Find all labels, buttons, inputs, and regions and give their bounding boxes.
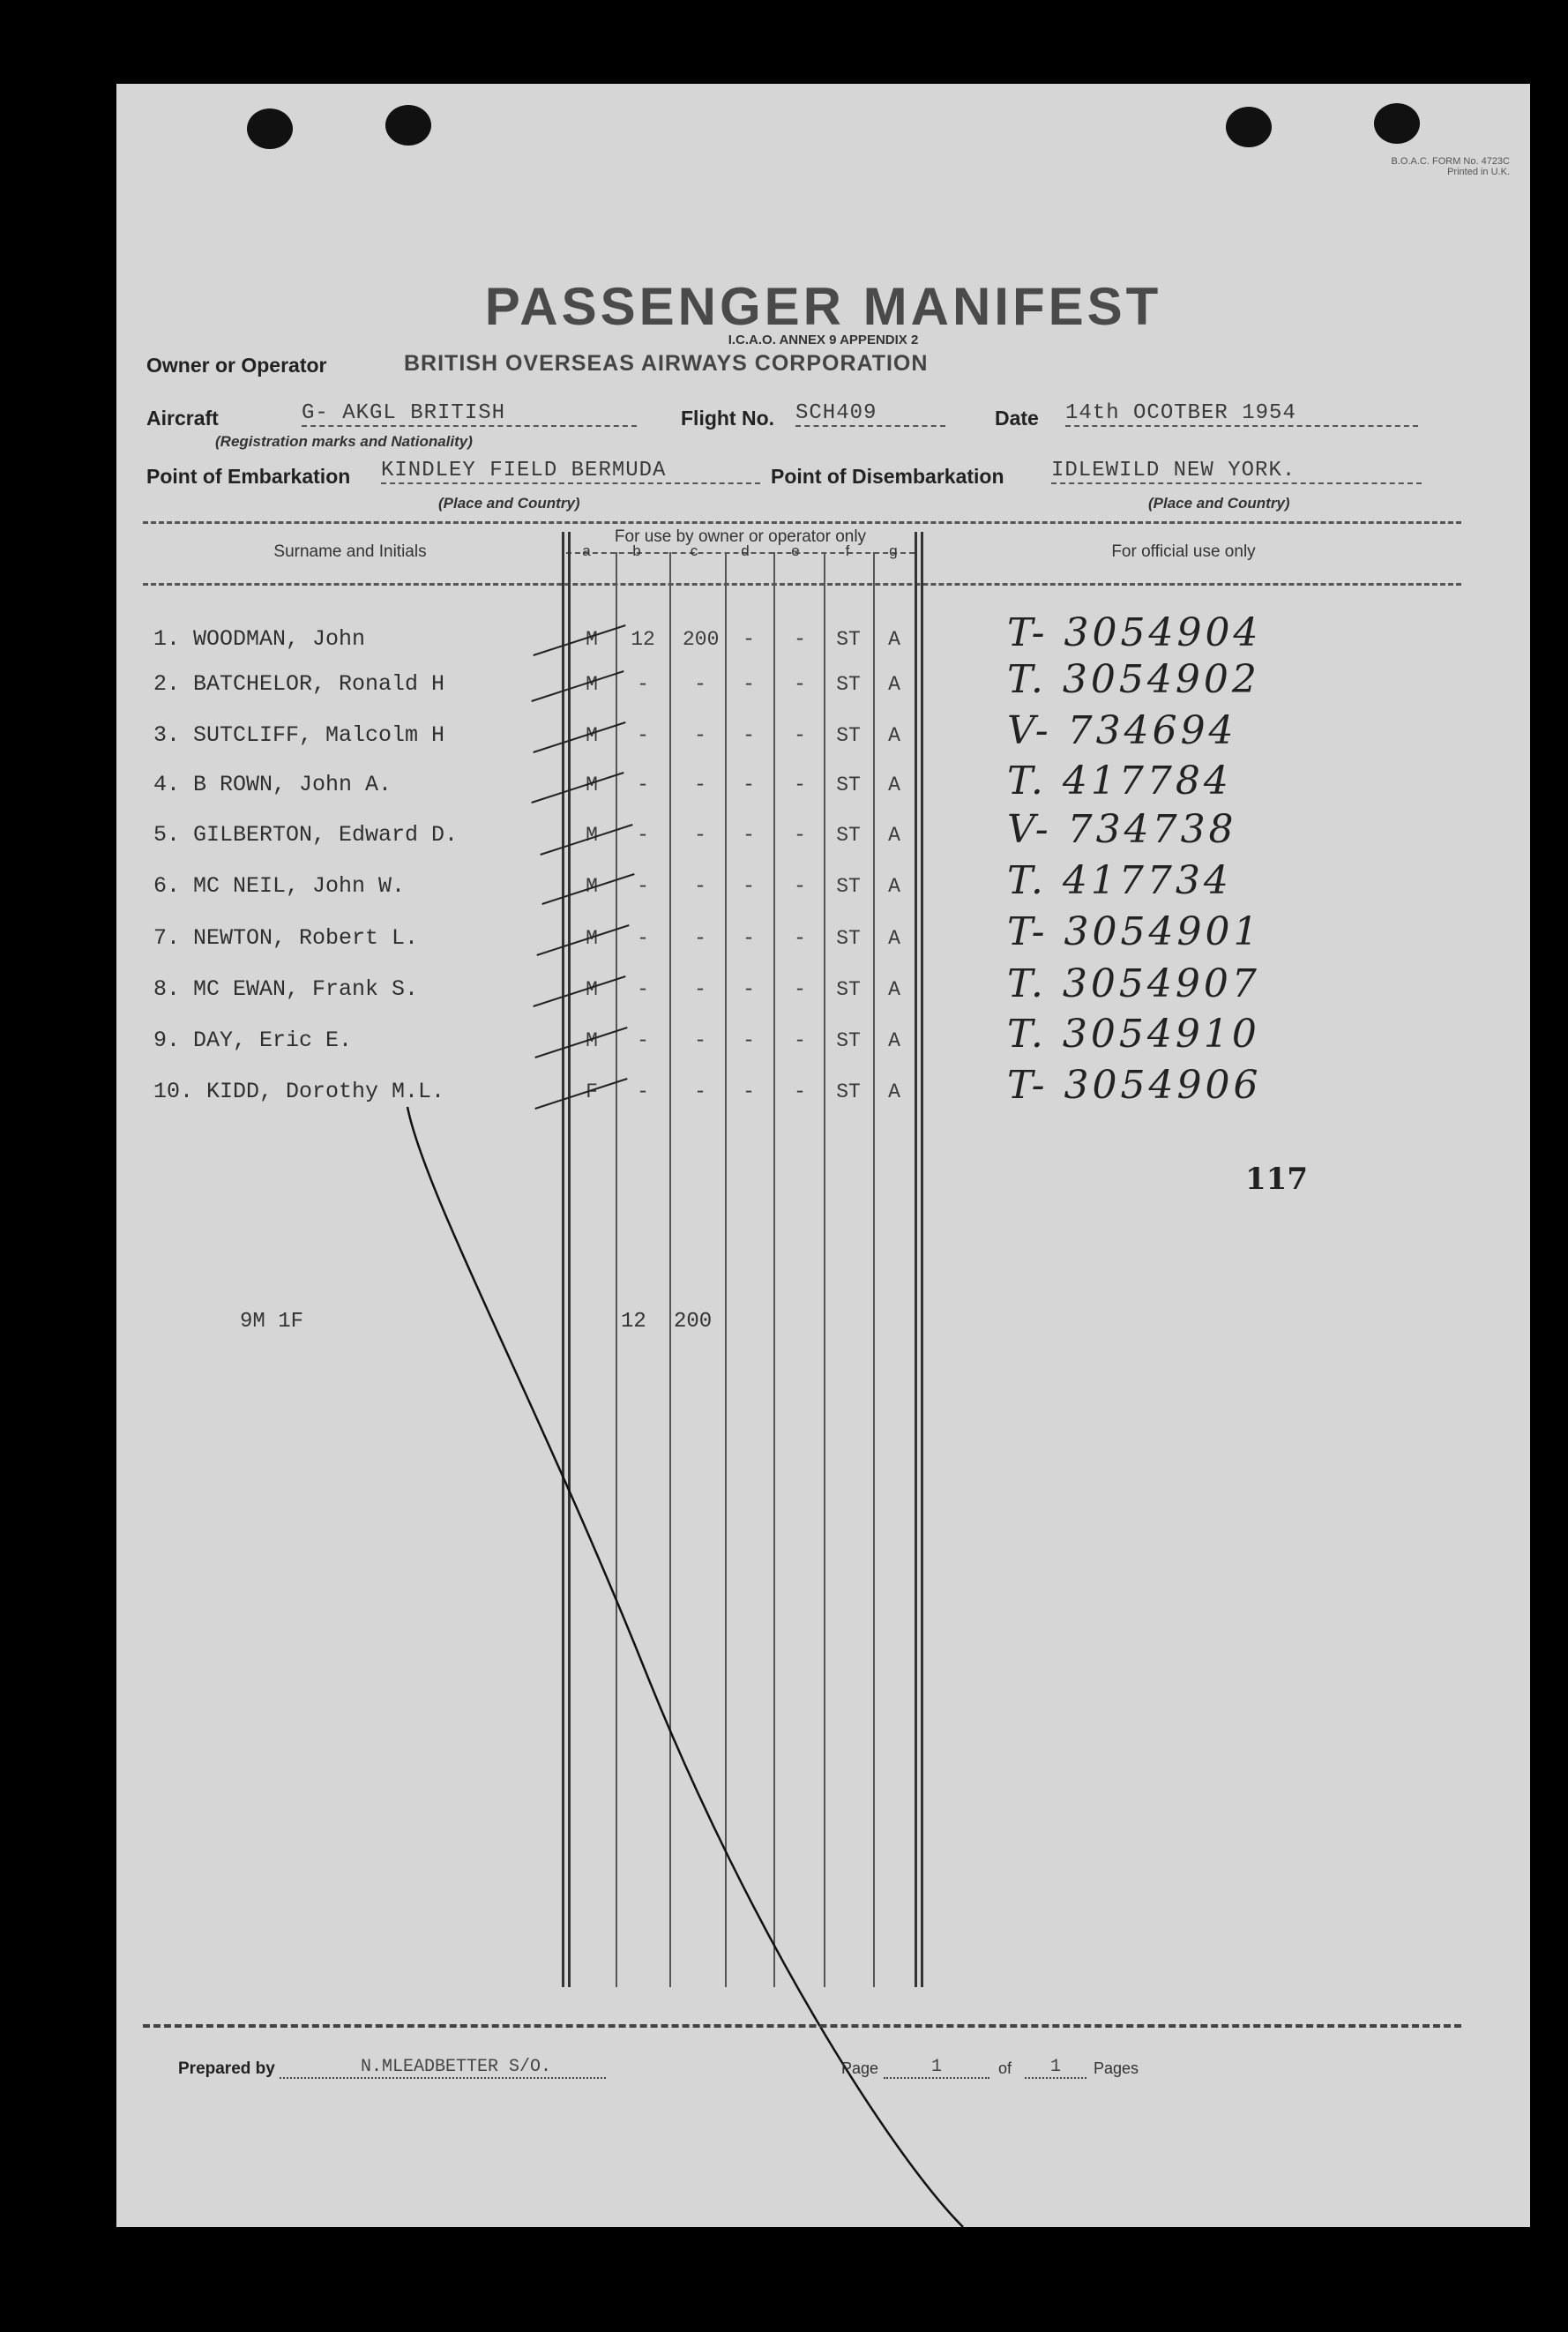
cell-e: - bbox=[794, 875, 806, 898]
official-number: V- 734738 bbox=[1007, 807, 1237, 852]
flight-label: Flight No. bbox=[681, 407, 775, 430]
cell-e: - bbox=[794, 1080, 806, 1103]
cell-e: - bbox=[794, 673, 806, 696]
official-number: T. 417784 bbox=[1007, 759, 1232, 803]
cell-e: - bbox=[794, 774, 806, 796]
cell-f: ST bbox=[836, 724, 861, 747]
of-label: of bbox=[998, 2059, 1012, 2077]
page-label: Page bbox=[841, 2059, 879, 2077]
col-b-header: b bbox=[632, 542, 641, 559]
embark-note: (Place and Country) bbox=[438, 495, 580, 512]
cell-c: - bbox=[694, 927, 706, 950]
cell-b: - bbox=[637, 673, 649, 696]
official-number: T- 3054906 bbox=[1007, 1063, 1262, 1108]
date-value: 14th OCOTBER 1954 bbox=[1065, 401, 1418, 427]
col-a-header: a bbox=[582, 542, 591, 559]
passenger-name: 3. SUTCLIFF, Malcolm H bbox=[153, 722, 445, 748]
cell-b: - bbox=[637, 875, 649, 898]
official-header: For official use only bbox=[1111, 542, 1256, 561]
cell-g: A bbox=[888, 875, 900, 898]
cell-c: - bbox=[694, 774, 706, 796]
form-number: B.O.A.C. FORM No. 4723C Printed in U.K. bbox=[1228, 156, 1510, 177]
pages-value: 1 bbox=[1025, 2057, 1086, 2079]
passenger-name: 8. MC EWAN, Frank S. bbox=[153, 976, 419, 1002]
cell-a: M bbox=[586, 774, 598, 796]
prepared-value: N.MLEADBETTER S/O. bbox=[280, 2057, 606, 2079]
totals-c: 200 bbox=[674, 1310, 713, 1334]
cell-a: M bbox=[586, 1029, 598, 1052]
cell-e: - bbox=[794, 1029, 806, 1052]
cell-e: - bbox=[794, 978, 806, 1001]
cancellation-line bbox=[116, 84, 1530, 2227]
cell-c: - bbox=[694, 1080, 706, 1103]
cell-c: - bbox=[694, 978, 706, 1001]
cell-g: A bbox=[888, 1029, 900, 1052]
col-f-header: f bbox=[845, 542, 850, 559]
cell-b: - bbox=[637, 724, 649, 747]
cell-c: - bbox=[694, 824, 706, 847]
official-number: V- 734694 bbox=[1007, 708, 1237, 753]
cell-d: - bbox=[743, 875, 755, 898]
cell-f: ST bbox=[836, 628, 861, 651]
flight-value: SCH409 bbox=[795, 401, 945, 427]
cell-d: - bbox=[743, 628, 755, 651]
cell-c: - bbox=[694, 673, 706, 696]
pages-label: Pages bbox=[1094, 2059, 1139, 2077]
owner-value: BRITISH OVERSEAS AIRWAYS CORPORATION bbox=[404, 351, 929, 376]
surname-header: Surname and Initials bbox=[273, 542, 427, 561]
cell-a: M bbox=[586, 673, 598, 696]
page-subtitle: I.C.A.O. ANNEX 9 APPENDIX 2 bbox=[728, 333, 919, 348]
cell-a: M bbox=[586, 978, 598, 1001]
cell-g: A bbox=[888, 978, 900, 1001]
disembark-value: IDLEWILD NEW YORK. bbox=[1051, 459, 1422, 484]
totals-b: 12 bbox=[621, 1310, 646, 1334]
page-value: 1 bbox=[884, 2057, 989, 2079]
cell-f: ST bbox=[836, 774, 861, 796]
cell-g: A bbox=[888, 774, 900, 796]
cell-g: A bbox=[888, 673, 900, 696]
official-number: T- 3054904 bbox=[1007, 610, 1262, 655]
cell-a: M bbox=[586, 724, 598, 747]
official-number: T. 417734 bbox=[1007, 858, 1232, 903]
cell-f: ST bbox=[836, 978, 861, 1001]
date-label: Date bbox=[995, 407, 1039, 430]
passenger-name: 10. KIDD, Dorothy M.L. bbox=[153, 1079, 445, 1104]
cell-g: A bbox=[888, 927, 900, 950]
passenger-name: 4. B ROWN, John A. bbox=[153, 772, 392, 797]
cell-f: ST bbox=[836, 1029, 861, 1052]
cell-f: ST bbox=[836, 673, 861, 696]
passenger-name: 7. NEWTON, Robert L. bbox=[153, 925, 419, 951]
cell-e: - bbox=[794, 724, 806, 747]
aircraft-label: Aircraft bbox=[146, 407, 219, 430]
cell-a: M bbox=[586, 628, 598, 651]
aircraft-value: G- AKGL BRITISH bbox=[302, 401, 637, 427]
cell-g: A bbox=[888, 1080, 900, 1103]
cell-d: - bbox=[743, 1029, 755, 1052]
cell-g: A bbox=[888, 628, 900, 651]
footer-rule bbox=[143, 2024, 1461, 2028]
manifest-page bbox=[116, 84, 1530, 2227]
col-g-header: g bbox=[889, 542, 898, 559]
passenger-name: 1. WOODMAN, John bbox=[153, 626, 366, 652]
embark-value: KINDLEY FIELD BERMUDA bbox=[381, 459, 760, 484]
cell-b: - bbox=[637, 1029, 649, 1052]
cell-d: - bbox=[743, 927, 755, 950]
disembark-note: (Place and Country) bbox=[1148, 495, 1290, 512]
col-e-header: e bbox=[791, 542, 800, 559]
passenger-name: 5. GILBERTON, Edward D. bbox=[153, 822, 459, 848]
cell-g: A bbox=[888, 724, 900, 747]
cell-a: M bbox=[586, 927, 598, 950]
cell-f: ST bbox=[836, 1080, 861, 1103]
cell-b: - bbox=[637, 824, 649, 847]
col-c-header: c bbox=[690, 542, 698, 559]
cell-f: ST bbox=[836, 875, 861, 898]
cell-c: - bbox=[694, 724, 706, 747]
page-title: PASSENGER MANIFEST bbox=[484, 277, 1162, 336]
col-d-header: d bbox=[741, 542, 750, 559]
cell-a: F bbox=[586, 1080, 598, 1103]
cell-a: M bbox=[586, 824, 598, 847]
cell-b: - bbox=[637, 927, 649, 950]
totals-sex: 9M 1F bbox=[240, 1310, 304, 1334]
cell-d: - bbox=[743, 824, 755, 847]
prepared-label: Prepared by bbox=[178, 2059, 275, 2078]
cell-c: - bbox=[694, 875, 706, 898]
cell-e: - bbox=[794, 824, 806, 847]
owner-use-header: For use by owner or operator only bbox=[614, 527, 867, 546]
cell-b: - bbox=[637, 774, 649, 796]
passenger-name: 6. MC NEIL, John W. bbox=[153, 873, 406, 899]
cell-a: M bbox=[586, 875, 598, 898]
disembark-label: Point of Disembarkation bbox=[771, 465, 1004, 488]
cell-b: - bbox=[637, 978, 649, 1001]
cell-d: - bbox=[743, 724, 755, 747]
passenger-name: 9. DAY, Eric E. bbox=[153, 1028, 353, 1053]
official-number: T. 3054902 bbox=[1007, 657, 1260, 702]
owner-label: Owner or Operator bbox=[146, 354, 327, 377]
page-stamp-number: 117 bbox=[1245, 1162, 1308, 1197]
form-printed: Printed in U.K. bbox=[1447, 167, 1510, 177]
passenger-name: 2. BATCHELOR, Ronald H bbox=[153, 671, 445, 697]
official-number: T. 3054910 bbox=[1007, 1012, 1260, 1057]
cell-b: 12 bbox=[631, 628, 655, 651]
cell-e: - bbox=[794, 628, 806, 651]
cell-c: 200 bbox=[683, 628, 720, 651]
cell-f: ST bbox=[836, 824, 861, 847]
cell-b: - bbox=[637, 1080, 649, 1103]
cell-c: - bbox=[694, 1029, 706, 1052]
cell-d: - bbox=[743, 673, 755, 696]
cell-g: A bbox=[888, 824, 900, 847]
official-number: T. 3054907 bbox=[1007, 961, 1260, 1006]
embark-label: Point of Embarkation bbox=[146, 465, 351, 488]
cell-f: ST bbox=[836, 927, 861, 950]
cell-d: - bbox=[743, 978, 755, 1001]
cell-d: - bbox=[743, 774, 755, 796]
aircraft-note: (Registration marks and Nationality) bbox=[215, 433, 473, 450]
cell-d: - bbox=[743, 1080, 755, 1103]
official-number: T- 3054901 bbox=[1007, 909, 1262, 954]
cell-e: - bbox=[794, 927, 806, 950]
